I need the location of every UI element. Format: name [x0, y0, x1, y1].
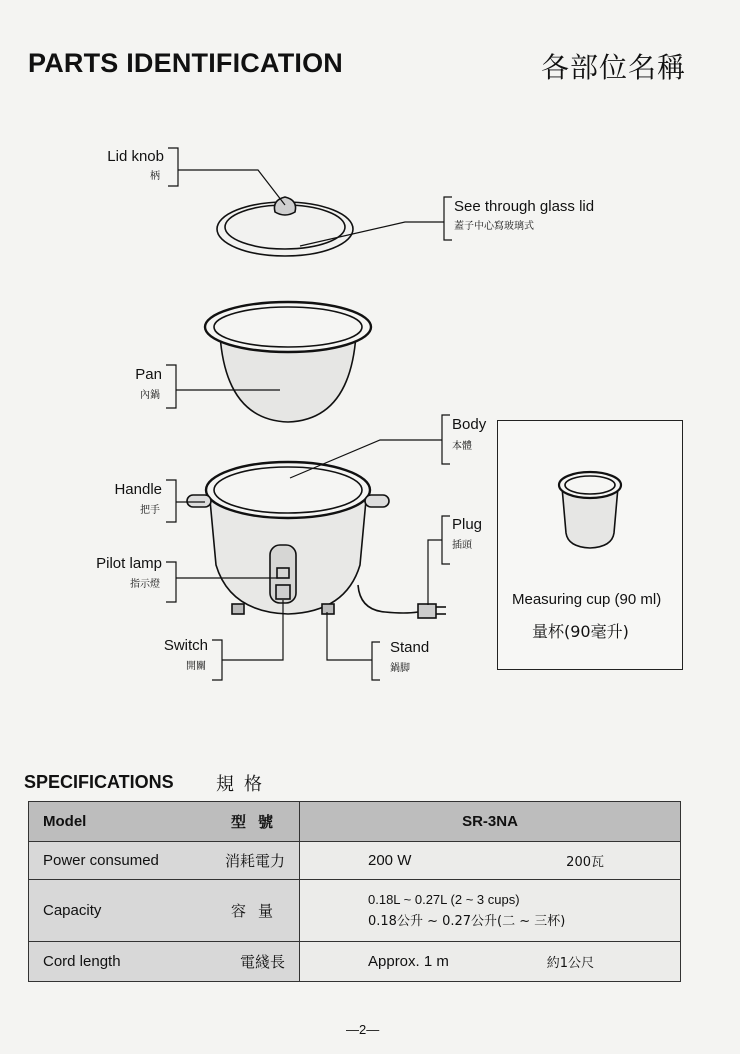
spec-label: Capacity — [43, 902, 102, 919]
page-title-zh: 各部位名稱 — [541, 51, 687, 84]
label-glass-lid-zh: 蓋子中心寫玻璃式 — [454, 221, 534, 232]
spec-value-zh: 約1公尺 — [546, 956, 594, 971]
table-row — [29, 942, 681, 982]
spec-label: Power consumed — [43, 852, 159, 869]
spec-label: Model — [43, 813, 87, 830]
label-pilot-lamp: Pilot lamp — [96, 555, 162, 572]
spec-label-zh: 消耗電力 — [224, 852, 285, 870]
label-measuring-cup: Measuring cup (90 ml) — [512, 591, 662, 608]
pan-illustration — [205, 302, 371, 422]
label-body: Body — [452, 416, 487, 433]
page-number: —2— — [346, 1022, 380, 1037]
label-stand: Stand — [390, 639, 430, 656]
label-measuring-cup-zh: 量杯(90毫升) — [532, 622, 629, 641]
label-lid-knob-zh: 柄 — [150, 171, 160, 182]
label-switch-zh: 開關 — [186, 661, 206, 672]
measuring-cup-box — [497, 420, 683, 670]
glass-lid-illustration — [217, 197, 353, 256]
spec-value: SR-3NA — [462, 813, 518, 830]
label-plug: Plug — [452, 516, 483, 533]
label-pan-zh: 內鍋 — [140, 390, 160, 401]
spec-value-zh: 0.18公升 ~ 0.27公升(二 ~ 三杯) — [368, 913, 566, 929]
label-glass-lid: See through glass lid — [454, 198, 595, 215]
spec-value: Approx. 1 m — [368, 953, 449, 970]
label-pilot-lamp-zh: 指示燈 — [130, 579, 160, 590]
label-pan: Pan — [135, 366, 162, 383]
specs-title: SPECIFICATIONS — [24, 772, 174, 792]
table-row — [29, 880, 681, 942]
spec-value-zh: 200瓦 — [566, 855, 604, 870]
specs-table — [28, 801, 681, 982]
specs-title-zh: 規格 — [216, 774, 272, 795]
label-lid-knob: Lid knob — [107, 148, 164, 165]
spec-label-zh: 電綫長 — [239, 953, 285, 971]
label-body-zh: 本體 — [452, 441, 472, 452]
label-handle-zh: 把手 — [140, 505, 160, 516]
spec-label-zh: 型號 — [230, 813, 285, 831]
spec-value: 200 W — [368, 852, 412, 869]
label-plug-zh: 插頭 — [452, 540, 472, 551]
measuring-cup-illustration — [498, 421, 682, 571]
spec-label-zh: 容量 — [230, 902, 285, 920]
table-row — [29, 842, 681, 880]
spec-value: 0.18L ~ 0.27L (2 ~ 3 cups) — [368, 891, 520, 907]
body-illustration — [187, 462, 446, 618]
spec-label: Cord length — [43, 953, 121, 970]
table-row — [29, 802, 681, 842]
label-stand-zh: 鍋脚 — [390, 663, 410, 674]
label-handle: Handle — [114, 481, 162, 498]
page-title: PARTS IDENTIFICATION — [28, 48, 343, 78]
label-switch: Switch — [163, 637, 208, 654]
